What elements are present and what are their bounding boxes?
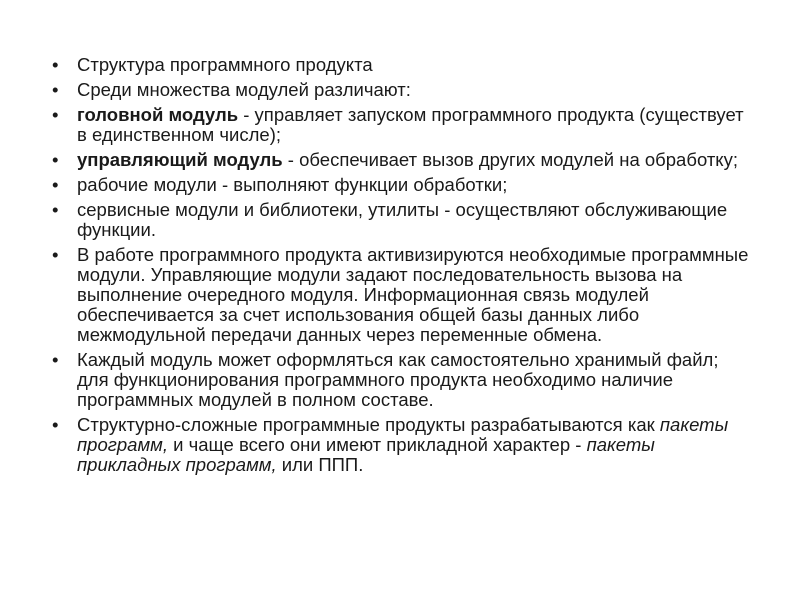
bullet-text bbox=[77, 414, 728, 475]
bullet-icon: • bbox=[52, 149, 59, 170]
text-segment: Структура программного продукта bbox=[77, 54, 373, 75]
bullet-item-2 bbox=[52, 80, 752, 100]
bullet-icon: • bbox=[52, 104, 59, 125]
bullet-text bbox=[77, 199, 727, 240]
bullet-item-3 bbox=[52, 105, 752, 145]
text-segment: В работе программного продукта активизируются необходимые программные модули. Управляющие модули задают последовательность вызова на выполнение очередного модуля. Информационная связь модулей обеспечивается за счет использования общей базы данных либо межмодульной передачи данных через переменные обмена. bbox=[77, 244, 749, 345]
text-segment: и чаще всего они имеют прикладной характер - bbox=[167, 434, 587, 455]
bullet-text bbox=[77, 149, 738, 170]
term-bold: головной модуль bbox=[77, 104, 239, 125]
bullet-icon: • bbox=[52, 79, 59, 100]
bullet-item-6 bbox=[52, 200, 752, 240]
text-segment: - управляет запуском программного продукта (существует в единственном числе); bbox=[77, 104, 744, 145]
bullet-item-9 bbox=[52, 415, 752, 475]
bullet-icon: • bbox=[52, 54, 59, 75]
bullet-text bbox=[77, 174, 507, 195]
text-segment: сервисные модули и библиотеки, утилиты - осуществляют обслуживающие функции. bbox=[77, 199, 728, 240]
bullet-text bbox=[77, 54, 373, 75]
bullet-text bbox=[77, 349, 718, 410]
bullet-list bbox=[52, 55, 752, 480]
text-segment: Каждый модуль может оформляться как самостоятельно хранимый файл; для функционирования программного продукта необходимо наличие программных модулей в полном составе. bbox=[77, 349, 719, 410]
bullet-item-1 bbox=[52, 55, 752, 75]
bullet-item-8 bbox=[52, 350, 752, 410]
bullet-icon: • bbox=[52, 414, 59, 435]
bullet-icon: • bbox=[52, 244, 59, 265]
text-segment: рабочие модули - выполняют функции обработки; bbox=[77, 174, 508, 195]
bullet-icon: • bbox=[52, 199, 59, 220]
bullet-text bbox=[77, 244, 748, 345]
bullet-text bbox=[77, 104, 744, 145]
text-segment: или ППП. bbox=[276, 454, 364, 475]
term-bold: управляющий модуль bbox=[77, 149, 283, 170]
bullet-item-7 bbox=[52, 245, 752, 345]
bullet-icon: • bbox=[52, 349, 59, 370]
term-italic: пакеты прикладных программ, bbox=[77, 434, 655, 475]
bullet-text bbox=[77, 79, 411, 100]
text-segment: Среди множества модулей различают: bbox=[77, 79, 411, 100]
text-segment: - обеспечивает вызов других модулей на обработку; bbox=[282, 149, 738, 170]
text-segment: Структурно-сложные программные продукты разрабатываются как bbox=[77, 414, 660, 435]
bullet-icon: • bbox=[52, 174, 59, 195]
bullet-item-5 bbox=[52, 175, 752, 195]
term-italic: пакеты программ, bbox=[77, 414, 729, 455]
bullet-item-4 bbox=[52, 150, 752, 170]
